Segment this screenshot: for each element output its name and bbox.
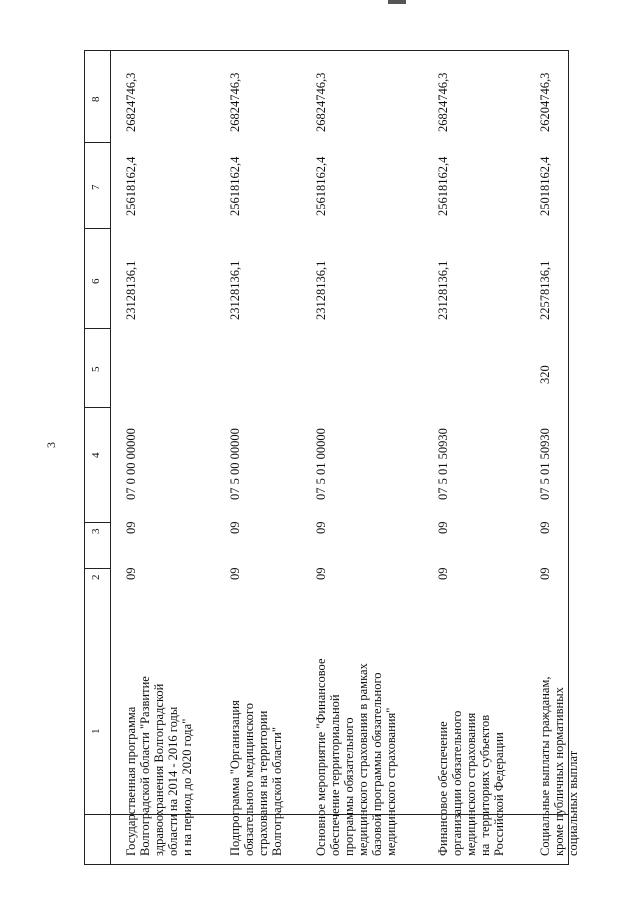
column-divider-4-5 [84, 407, 110, 408]
row-4-name: Финансовое обеспечение организации обязательного медицинского страхования на территориях субъектов Российской Федерации [436, 710, 506, 856]
row-5-name: Социальные выплаты гражданам, кроме публичных нормативных социальных выплат [538, 676, 580, 856]
header-col-1: 1 [90, 728, 102, 734]
row-4-col3: 09 [436, 521, 450, 534]
table-border-bottom [84, 864, 569, 865]
table-border-left [84, 50, 85, 865]
row-2-col2: 09 [228, 567, 242, 580]
header-row-divider [110, 50, 111, 865]
row-2-col8: 26824746,3 [228, 72, 242, 132]
column-divider-2-3 [84, 568, 110, 569]
row-5-col4: 07 5 01 50930 [538, 428, 552, 500]
header-col-6: 6 [90, 278, 102, 284]
row-1-col2: 09 [124, 567, 138, 580]
row-1-col4: 07 0 00 00000 [124, 428, 138, 500]
page-number: 3 [44, 442, 58, 448]
row-2-col4: 07 5 00 00000 [228, 428, 242, 500]
column-divider-5-6 [84, 328, 110, 329]
row-4-col6: 23128136,1 [436, 260, 450, 320]
budget-table [84, 50, 580, 865]
scan-mark [388, 0, 406, 4]
row-2-col7: 25618162,4 [228, 156, 242, 216]
row-5-col5: 320 [538, 365, 552, 384]
row-5-col7: 25018162,4 [538, 156, 552, 216]
row-2-col3: 09 [228, 521, 242, 534]
header-col-5: 5 [90, 366, 102, 372]
column-divider-6-7 [84, 228, 110, 229]
row-3-col8: 26824746,3 [314, 72, 328, 132]
row-3-col6: 23128136,1 [314, 260, 328, 320]
row-1-col8: 26824746,3 [124, 72, 138, 132]
row-1-col3: 09 [124, 521, 138, 534]
header-col-3: 3 [90, 528, 102, 534]
header-col-2: 2 [90, 574, 102, 580]
row-5-col3: 09 [538, 521, 552, 534]
row-3-col4: 07 5 01 00000 [314, 428, 328, 500]
row-4-col8: 26824746,3 [436, 72, 450, 132]
row-1-name: Государственная программа Волгоградской области "Развитие здравоохранения Волгоградской области на 2014 - 2016 годы и на период до 2020 года" [124, 676, 194, 856]
row-2-name: Подпрограмма "Организация обязательного медицинского страхования на территории Волгоградской области" [228, 700, 284, 856]
header-col-4: 4 [90, 452, 102, 458]
row-2-col6: 23128136,1 [228, 260, 242, 320]
row-1-col7: 25618162,4 [124, 156, 138, 216]
column-divider-7-8 [84, 142, 110, 143]
row-3-col7: 25618162,4 [314, 156, 328, 216]
column-divider-3-4 [84, 522, 110, 523]
row-3-col2: 09 [314, 567, 328, 580]
row-3-col3: 09 [314, 521, 328, 534]
row-4-col4: 07 5 01 50930 [436, 428, 450, 500]
row-4-col2: 09 [436, 567, 450, 580]
row-1-col6: 23128136,1 [124, 260, 138, 320]
row-4-col7: 25618162,4 [436, 156, 450, 216]
header-col-8: 8 [90, 96, 102, 102]
table-border-top [84, 50, 569, 51]
row-5-col8: 26204746,3 [538, 72, 552, 132]
header-col-7: 7 [90, 184, 102, 190]
row-3-name: Основное мероприятие "Финансовое обеспечение территориальной программы обязательного медицинского страхования в рамках базовой программы обязательного медицинского страхования" [314, 658, 398, 856]
row-5-col6: 22578136,1 [538, 260, 552, 320]
row-5-col2: 09 [538, 567, 552, 580]
